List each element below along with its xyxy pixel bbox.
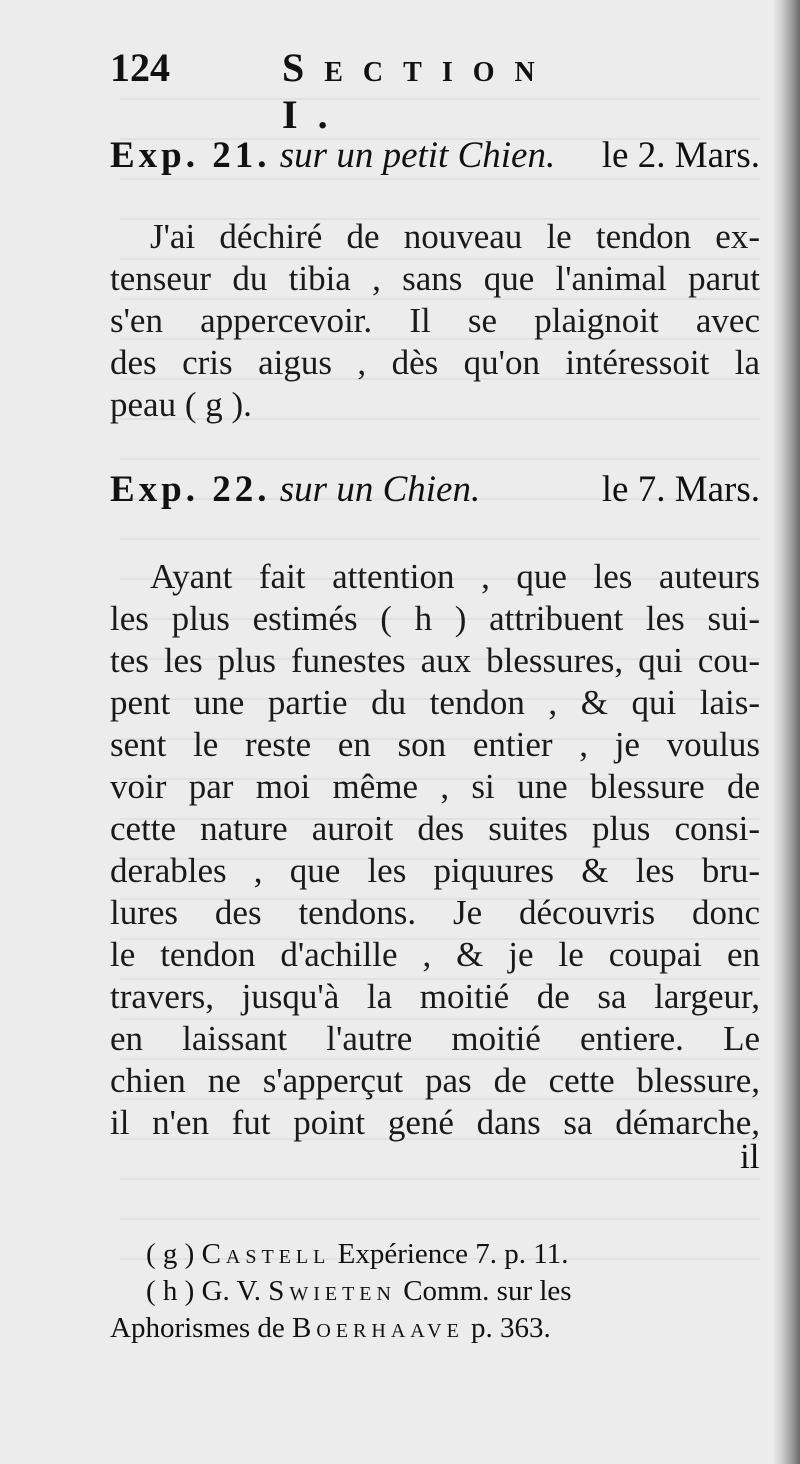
running-header (110, 44, 630, 137)
experiment-21-heading (110, 134, 760, 177)
footnote-marker: ( g ) (146, 1238, 195, 1270)
text-line: des cris aigus , dès qu'on intéressoit la (110, 343, 760, 382)
experiment-22-paragraph (110, 556, 760, 1144)
text-line: il n'en fut point gené dans sa démarche, (110, 1103, 760, 1142)
text-line: J'ai déchiré de nouveau le tendon ex- (150, 217, 760, 256)
text-line: lures des tendons. Je découvris donc (110, 893, 760, 932)
text-line: s'en appercevoir. Il se plaignoit avec (110, 301, 760, 340)
text-line: tenseur du tibia , sans que l'animal parut (110, 259, 760, 298)
experiment-22-heading (110, 468, 760, 511)
footnote-author: Castell (201, 1238, 331, 1270)
text-line: le tendon d'achille , & je le coupai en (110, 935, 760, 974)
experiment-21-paragraph (110, 216, 760, 426)
experiment-date: le 7. Mars. (601, 469, 760, 510)
text-line: sent le reste en son entier , je voulus (110, 725, 760, 764)
text-line: peau ( g ). (110, 385, 252, 424)
footnotes (110, 1236, 760, 1347)
experiment-label: Exp. 21. (110, 135, 271, 176)
experiment-subject: sur un petit Chien. (279, 135, 556, 176)
page-number: 124 (110, 45, 170, 90)
footnote-h-continued (110, 1310, 760, 1347)
text-line: pent une partie du tendon , & qui lais- (110, 683, 760, 722)
text-line: derables , que les piquures & les bru- (110, 851, 760, 890)
experiment-subject: sur un Chien. (279, 469, 481, 510)
footnote-text: p. 363. (471, 1312, 551, 1344)
text-line: voir par moi même , si une blessure de (110, 767, 760, 806)
footnote-g (110, 1236, 760, 1273)
text-line: cette nature auroit des suites plus consi- (110, 809, 760, 848)
footnote-h (110, 1273, 760, 1310)
footnote-text: Aphorismes de (110, 1312, 285, 1344)
footnote-marker: ( h ) (146, 1275, 195, 1307)
page-gutter-shadow (774, 0, 800, 1464)
text-line: Ayant fait attention , que les auteurs (150, 557, 760, 596)
text-line: les plus estimés ( h ) attribuent les sui- (110, 599, 760, 638)
section-title: Section I. (282, 45, 555, 137)
experiment-date: le 2. Mars. (601, 135, 760, 176)
text-line: chien ne s'apperçut pas de cette blessure, (110, 1061, 760, 1100)
footnote-text: Comm. sur les (403, 1275, 572, 1307)
text-line: tes les plus funestes aux blessures, qui cou- (110, 641, 760, 680)
experiment-label: Exp. 22. (110, 469, 271, 510)
text-line: en laissant l'autre moitié entiere. Le (110, 1019, 760, 1058)
text-line: travers, jusqu'à la moitié de sa largeur, (110, 977, 760, 1016)
footnote-text: Expérience 7. p. 11. (337, 1238, 569, 1270)
footnote-author: Swieten (268, 1275, 396, 1307)
catchword: il (740, 1137, 760, 1176)
footnote-author: Boerhaave (292, 1312, 464, 1344)
footnote-author-prefix: G. V. (201, 1275, 261, 1307)
